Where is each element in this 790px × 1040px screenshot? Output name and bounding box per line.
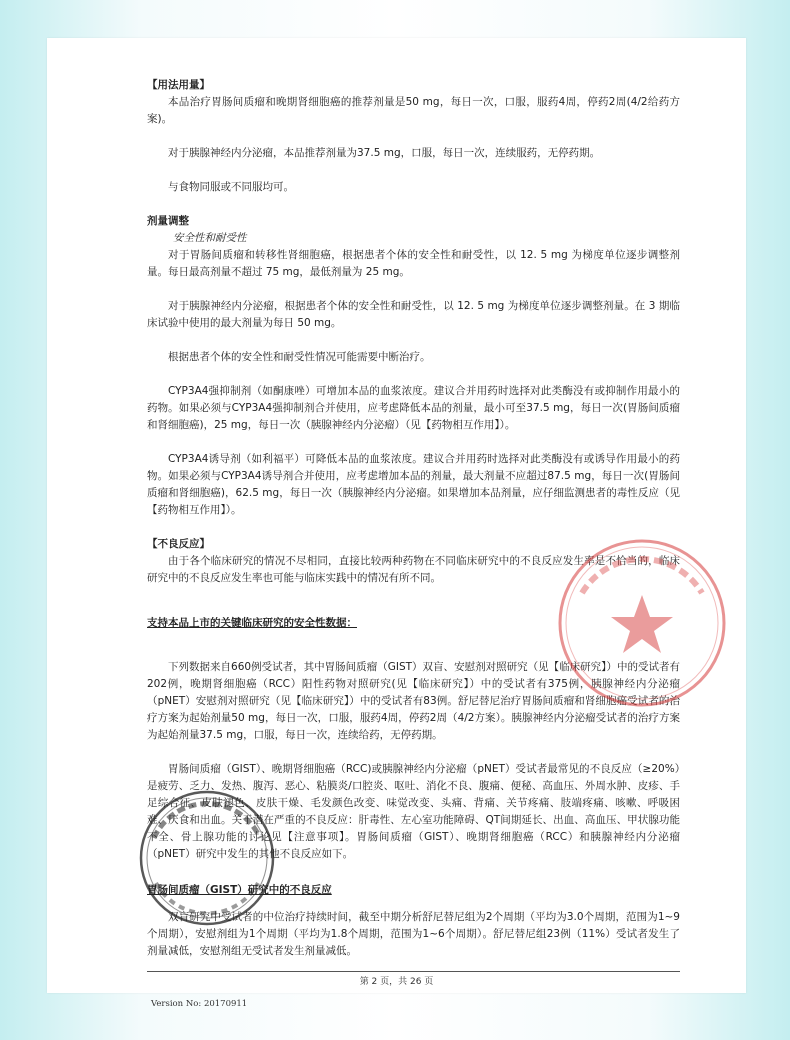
paragraph: 双盲研究中受试者的中位治疗持续时间，截至中期分析舒尼替尼组为2个周期（平均为3.0个周期，范围为1~9个周期），安慰剂组为1个周期（平均为1.8个周期，范围为1~6个周期）。舒尼替尼组23例（11%）受试者发生了剂量减低，安慰剂组无受试者发生剂量减低。 bbox=[147, 911, 680, 957]
version-number: Version No: 20170911 bbox=[151, 999, 248, 1009]
section-title-dose-adjustment: 剂量调整 bbox=[147, 215, 189, 227]
section-title-dosage: 【用法用量】 bbox=[147, 79, 210, 91]
paragraph: 与食物同服或不同服均可。 bbox=[168, 181, 294, 193]
paragraph: 对于胰腺神经内分泌瘤，本品推荐剂量为37.5 mg，口服，每日一次，连续服药，无停药期。 bbox=[168, 147, 601, 159]
paragraph: 对于胰腺神经内分泌瘤，根据患者个体的安全性和耐受性，以 12. 5 mg 为梯度单位逐步调整剂量。在 3 期临床试验中使用的最大剂量为每日 50 mg。 bbox=[147, 300, 680, 329]
document-body bbox=[147, 77, 680, 960]
section-title-adverse-reactions: 【不良反应】 bbox=[147, 538, 210, 550]
section-heading-gist: 胃肠间质瘤（GIST）研究中的不良反应 bbox=[147, 883, 332, 896]
page-number: 第 2 页，共 26 页 bbox=[359, 977, 434, 987]
subsection-title: 安全性和耐受性 bbox=[173, 232, 247, 244]
section-heading-safety-data: 支持本品上市的关键临床研究的安全性数据： bbox=[147, 616, 357, 629]
document-page bbox=[47, 38, 746, 1009]
paragraph: CYP3A4诱导剂（如利福平）可降低本品的血浆浓度。建议合并用药时选择对此类酶没有或诱导作用最小的药物。如果必须与CYP3A4诱导剂合并使用，应考虑增加本品的剂量，最大剂量不应超过87.5 mg，每日一次(胃肠间质瘤和肾细胞癌)，62.5 mg，每日一次（胰腺神经内分泌瘤。如果增加本品剂量，应仔细监测患者的毒性反应（见【药物相互作用】）。 bbox=[147, 453, 680, 516]
paragraph: CYP3A4强抑制剂（如酮康唑）可增加本品的血浆浓度。建议合并用药时选择对此类酶没有或抑制作用最小的药物。如果必须与CYP3A4强抑制剂合并使用，应考虑降低本品的剂量，最小可至37.5 mg，每日一次(胃肠间质瘤和肾细胞癌)，25 mg，每日一次（胰腺神经内分泌瘤）（见【药物相互作用】）。 bbox=[147, 385, 680, 431]
paragraph: 本品治疗胃肠间质瘤和晚期肾细胞癌的推荐剂量是50 mg，每日一次，口服，服药4周，停药2周(4/2给药方案)。 bbox=[147, 96, 680, 125]
paragraph: 下列数据来自660例受试者，其中胃肠间质瘤（GIST）双盲、安慰剂对照研究（见【临床研究】）中的受试者有202例，晚期肾细胞癌（RCC）阳性药物对照研究(见【临床研究】）中的受试者有375例，胰腺神经内分泌瘤（pNET）安慰剂对照研究（见【临床研究】）中的受试者有83例。舒尼替尼治疗胃肠间质瘤和肾细胞癌受试者的治疗方案为起始剂量50 mg，每日一次，口服，服药4周，停药2周（4/2方案）。胰腺神经内分泌瘤受试者的治疗方案为起始剂量37.5 mg，口服，每日一次，连续给药，无停药期。 bbox=[147, 661, 680, 741]
paragraph: 根据患者个体的安全性和耐受性情况可能需要中断治疗。 bbox=[168, 351, 431, 363]
footer-divider bbox=[147, 971, 680, 972]
paragraph: 胃肠间质瘤（GIST）、晚期肾细胞癌（RCC)或胰腺神经内分泌瘤（pNET）受试者最常见的不良反应（≥20%）是疲劳、乏力、发热、腹泻、恶心、粘膜炎/口腔炎、呕吐、消化不良、腹痛、便秘、高血压、外周水肿、皮疹、手足综合征、皮肤褪色、皮肤干燥、毛发颜色改变、味觉改变、头痛、背痛、关节疼痛、肢端疼痛、咳嗽、呼吸困难、厌食和出血。关于潜在严重的不良反应：肝毒性、左心室功能障碍、QT间期延长、出血、高血压、甲状腺功能不全、骨上腺功能的讨论见【注意事项】。胃肠间质瘤（GIST）、晚期肾细胞癌（RCC）和胰腺神经内分泌瘤（pNET）研究中发生的其他不良反应如下。 bbox=[147, 763, 680, 860]
paragraph: 对于胃肠间质瘤和转移性肾细胞癌，根据患者个体的安全性和耐受性，以 12. 5 mg 为梯度单位逐步调整剂量。每日最高剂量不超过 75 mg，最低剂量为 25 mg。 bbox=[147, 249, 680, 278]
paragraph: 由于各个临床研究的情况不尽相同，直接比较两种药物在不同临床研究中的不良反应发生率是不恰当的，临床研究中的不良反应发生率也可能与临床实践中的情况有所不同。 bbox=[147, 555, 680, 584]
